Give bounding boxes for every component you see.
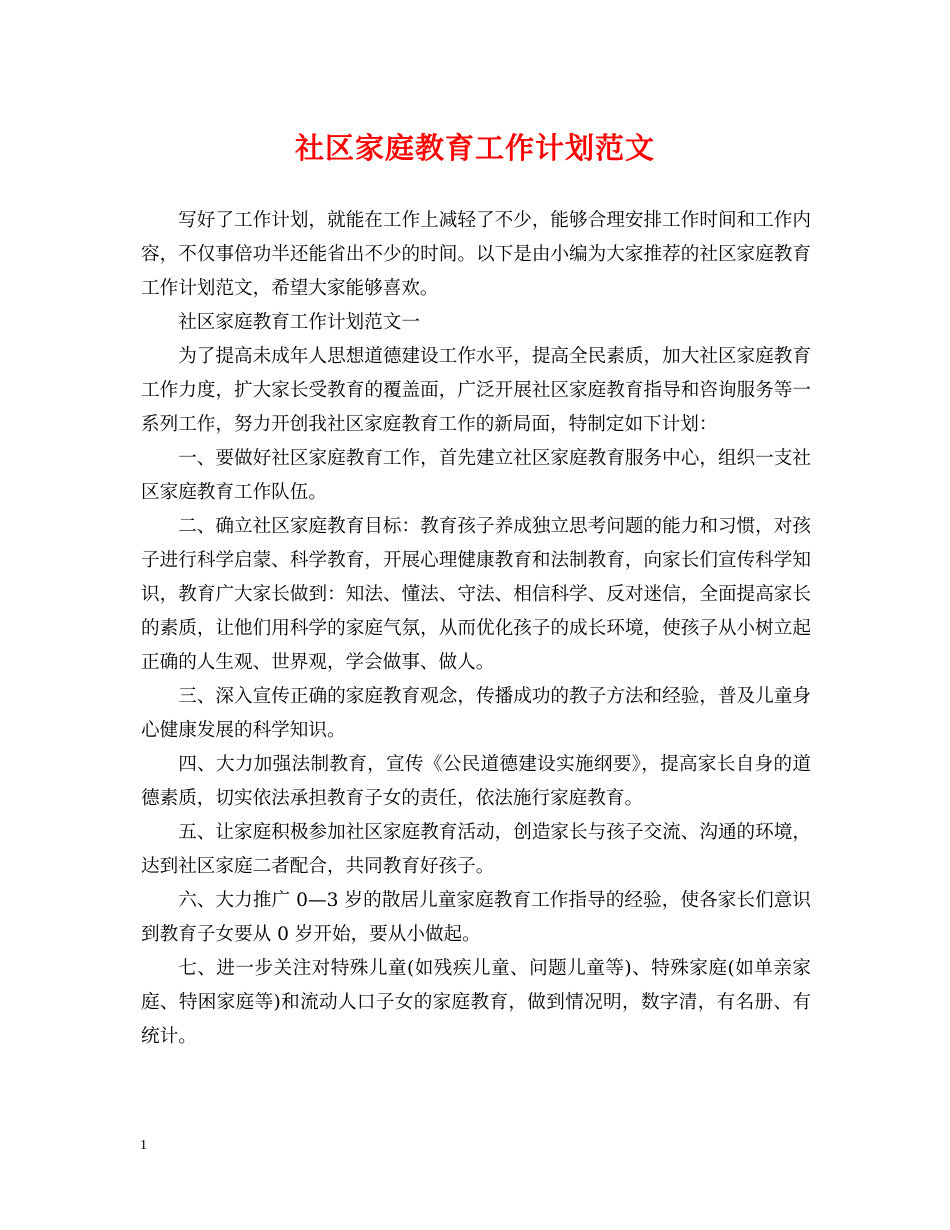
document-title: 社区家庭教育工作计划范文 (294, 131, 655, 165)
body-paragraph: 为了提高未成年人思想道德建设工作水平，提高全民素质，加大社区家庭教育工作力度，扩大家长受教育的覆盖面，广泛开展社区家庭教育指导和咨询服务等一系列工作，努力开创我社区家庭教育工作的新局面，特制定如下计划： (141, 346, 811, 435)
list-item-7: 七、进一步关注对特殊儿童(如残疾儿童、问题儿童等)、特殊家庭(如单亲家庭、特困家庭等)和流动人口子女的家庭教育，做到情况明，数字清，有名册、有统计。 (141, 958, 811, 1047)
document-body (141, 204, 811, 1054)
list-item-3: 三、深入宣传正确的家庭教育观念，传播成功的教子方法和经验，普及儿童身心健康发展的科学知识。 (141, 686, 811, 741)
list-item-2: 二、确立社区家庭教育目标：教育孩子养成独立思考问题的能力和习惯，对孩子进行科学启蒙、科学教育，开展心理健康教育和法制教育，向家长们宣传科学知识，教育广大家长做到：知法、懂法、守法、相信科学、反对迷信，全面提高家长的素质，让他们用科学的家庭气氛，从而优化孩子的成长环境，使孩子从小树立起正确的人生观、世界观，学会做事、做人。 (141, 516, 811, 673)
page-number: 1 (140, 1138, 147, 1153)
list-item-1: 一、要做好社区家庭教育工作，首先建立社区家庭教育服务中心，组织一支社区家庭教育工作队伍。 (141, 448, 811, 503)
list-item-5: 五、让家庭积极参加社区家庭教育活动，创造家长与孩子交流、沟通的环境，达到社区家庭二者配合，共同教育好孩子。 (141, 822, 811, 877)
intro-paragraph: 写好了工作计划，就能在工作上减轻了不少，能够合理安排工作时间和工作内容，不仅事倍功半还能省出不少的时间。以下是由小编为大家推荐的社区家庭教育工作计划范文，希望大家能够喜欢。 (141, 210, 811, 299)
section-heading: 社区家庭教育工作计划范文一 (178, 312, 420, 333)
list-item-4: 四、大力加强法制教育，宣传《公民道德建设实施纲要》，提高家长自身的道德素质，切实依法承担教育子女的责任，依法施行家庭教育。 (141, 754, 811, 809)
list-item-6: 六、大力推广 0—3 岁的散居儿童家庭教育工作指导的经验，使各家长们意识到教育子女要从 0 岁开始，要从小做起。 (141, 890, 811, 945)
